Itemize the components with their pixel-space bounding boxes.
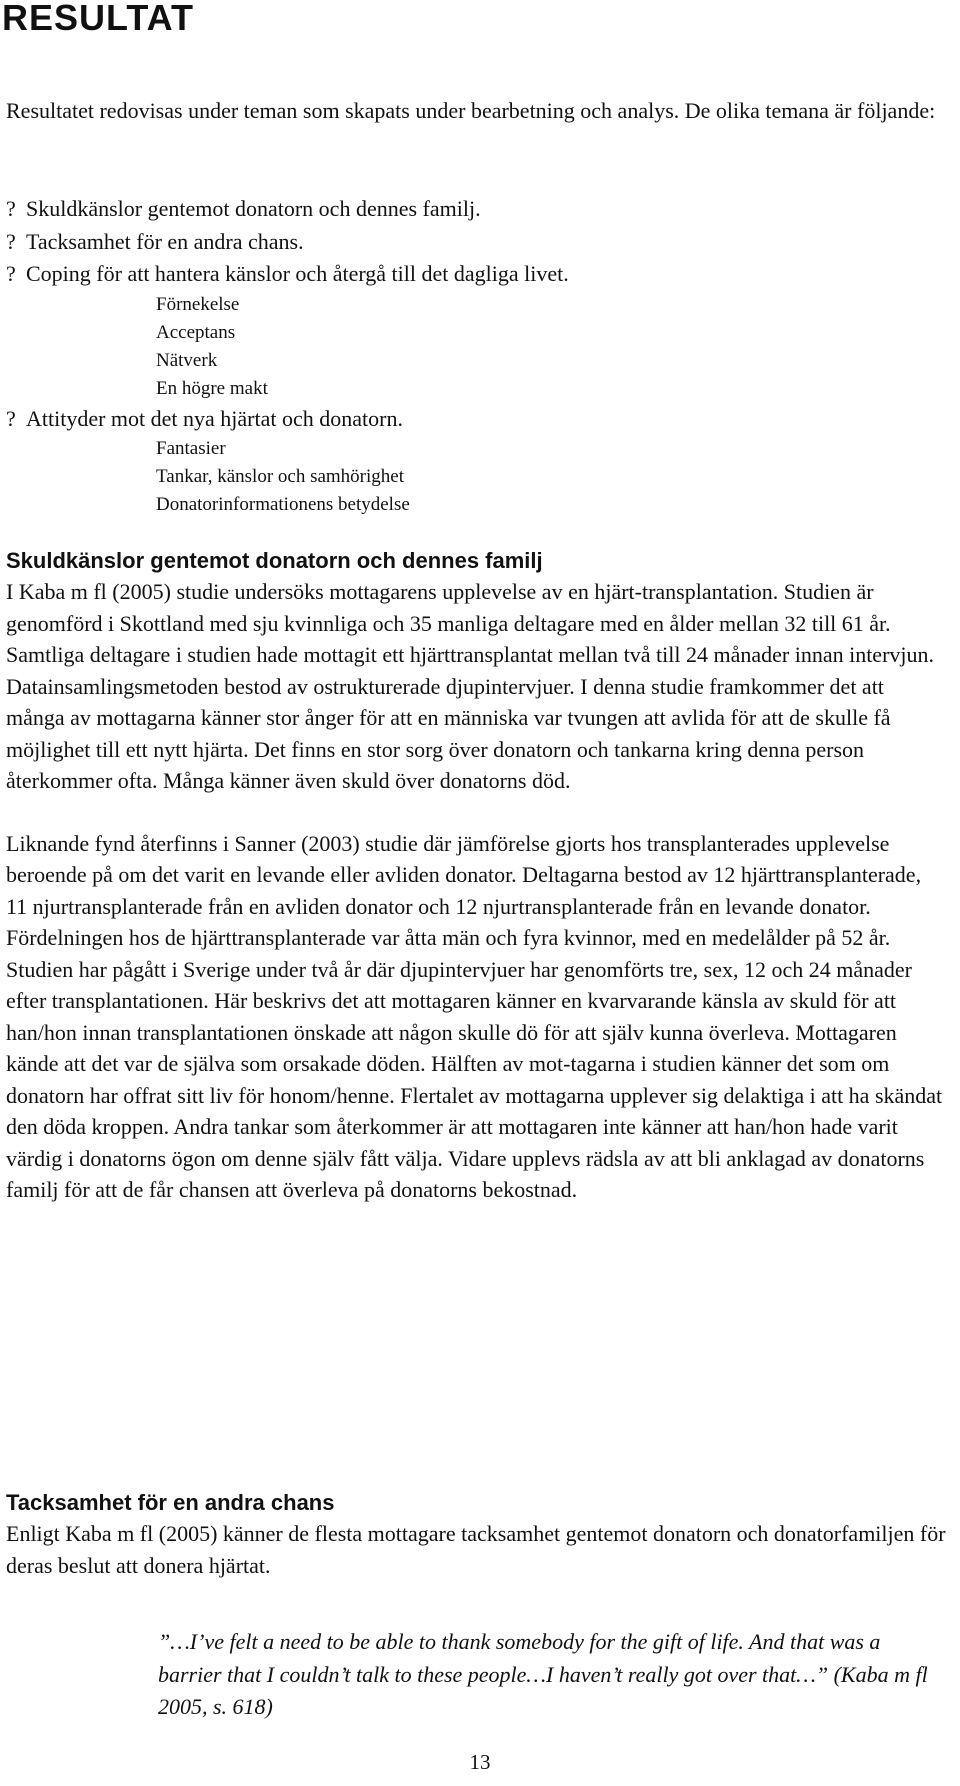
- body-paragraph: Liknande fynd återfinns i Sanner (2003) studie där jämförelse gjorts hos transplanterades upplevelse beroende på om det varit en levande eller avliden donator. Deltagarna bestod av 12 hjärttransplanterade, 11 njurtransplanterade från en avliden donator och 12 njurtransplanterade från en levande donator. Fördelningen hos de hjärttransplanterade var åtta män och fyra kvinnor, med en medelålder på 52 år. Studien har pågått i Sverige under två år där djupintervjuer har genomförts tre, sex, 12 och 24 månader efter transplantationen. Här beskrivs det att mottagaren känner en kvarvarande känsla av skuld för att han/hon innan transplantationen önskade att någon skulle dö för att själv kunna överleva. Mottagaren kände att det var de själva som orsakade döden. Hälften av mot-tagarna i studien känner det som om donatorn har offrat sitt liv för honom/henne. Flertalet av mottagarna upplever sig delaktiga i att ha skändat den döda kroppen. Andra tankar som återkommer är att mottagaren inte känner att han/hon hade varit värdig i donatorns ögon om denne själv fått välja. Vidare upplevs rädsla av att bli anklagad av donatorns familj för att de får chansen att överleva på donatorns bekostnad.: [6, 830, 943, 1202]
- sub-theme-item: Nätverk: [156, 349, 218, 371]
- sub-theme-item: Tankar, känslor och samhörighet: [156, 466, 405, 487]
- page-title: RESULTAT: [2, 0, 194, 38]
- bullet-marker: ?: [6, 228, 16, 254]
- theme-item-1: [6, 193, 936, 226]
- theme-text: Skuldkänslor gentemot donatorn och dennes familj.: [26, 196, 481, 221]
- sub-theme-item: En högre makt: [156, 377, 268, 399]
- sub-theme-list: [6, 291, 936, 403]
- theme-text: Attityder mot det nya hjärtat och donatorn.: [26, 405, 403, 431]
- bullet-marker: ?: [6, 405, 16, 431]
- theme-item-2: [6, 226, 936, 259]
- section-gratitude: [6, 1488, 946, 1581]
- sub-theme-item: Fantasier: [156, 438, 226, 459]
- theme-text: Coping för att hantera känslor och återgå till det dagliga livet.: [26, 261, 569, 286]
- sub-theme-item: Acceptans: [156, 321, 236, 343]
- bullet-marker: ?: [6, 261, 16, 286]
- bullet-marker: ?: [6, 196, 16, 221]
- page-number: 13: [469, 1750, 491, 1774]
- block-quote: ”…I’ve felt a need to be able to thank somebody for the gift of life. And that was a barrier that I couldn’t talk to these people…I haven’t really got over that…” (Kaba m fl 2005, s. 618): [158, 1629, 928, 1719]
- body-paragraph: I Kaba m fl (2005) studie undersöks mottagarens upplevelse av en hjärt-transplantation. Studien är genomförd i Skottland med sju kvinnliga och 35 manliga deltagare med en ålder mellan 32 till 61 år. Samtliga deltagare i studien hade mottagit ett hjärttransplantat mellan två till 24 månader innan intervjun. Datainsamlingsmetoden bestod av ostrukturerade djupintervjuer. I denna studie framkommer det att många av mottagarna känner stor ånger för att en människa var tvungen att avlida för att de skulle få möjlighet till ett nytt hjärta. Det finns en stor sorg över donatorn och tankarna kring denna person återkommer ofta. Många känner även skuld över donatorns död.: [6, 579, 935, 793]
- sub-theme-list: [6, 435, 936, 519]
- theme-item-4: [6, 403, 936, 520]
- theme-text: Tacksamhet för en andra chans.: [26, 228, 304, 254]
- intro-paragraph: Resultatet redovisas under teman som skapats under bearbetning och analys. De olika temana är följande:: [6, 98, 936, 123]
- theme-list: [6, 193, 936, 519]
- theme-item-3: [6, 258, 936, 403]
- body-paragraph: Enligt Kaba m fl (2005) känner de flesta mottagare tacksamhet gentemot donatorn och donatorfamiljen för deras beslut att donera hjärtat.: [6, 1521, 946, 1578]
- section-heading: Skuldkänslor gentemot donatorn och dennes familj: [6, 548, 543, 573]
- sub-theme-item: Förnekelse: [156, 293, 240, 315]
- section-heading: Tacksamhet för en andra chans: [6, 1490, 335, 1515]
- section-guilt: [6, 546, 946, 1206]
- sub-theme-item: Donatorinformationens betydelse: [156, 494, 410, 515]
